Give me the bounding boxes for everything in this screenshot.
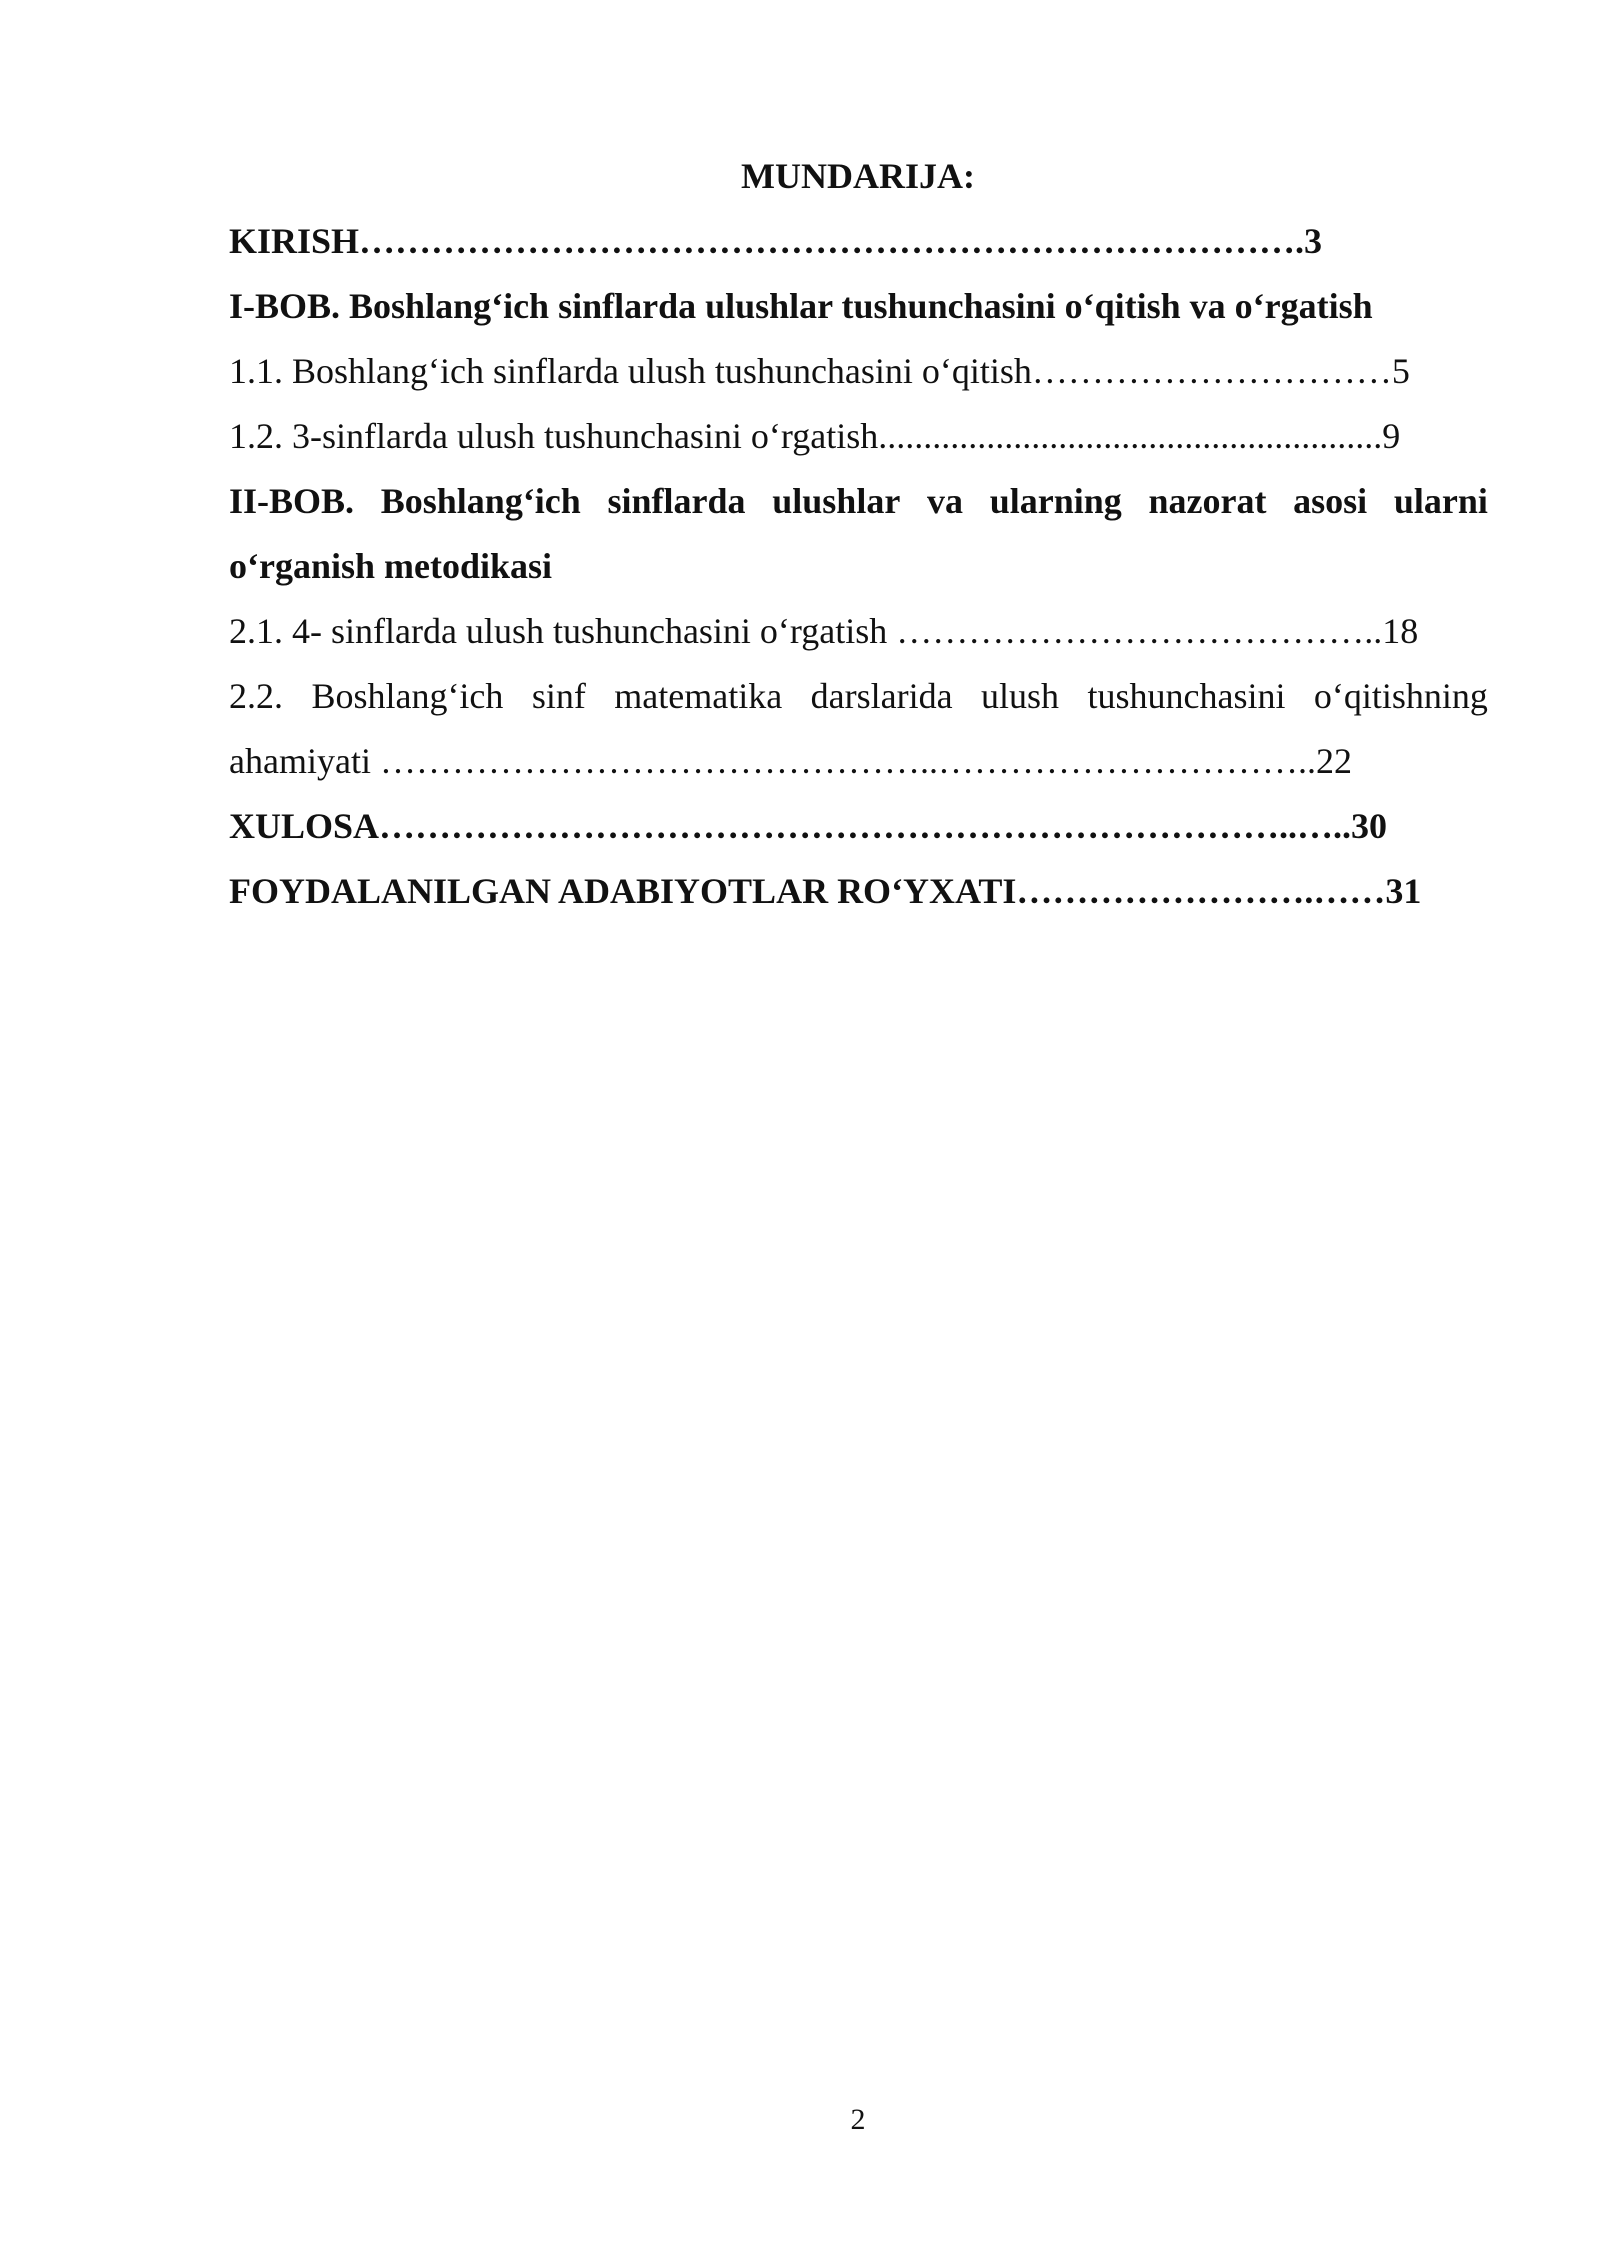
toc-word: Boshlang‘ich (380, 481, 581, 521)
toc-word: tushunchasini (1087, 676, 1286, 716)
toc-entry-section-1-1: 1.1. Boshlang‘ich sinflarda ulush tushunchasini o‘qitish…………………………5 (229, 351, 1410, 391)
toc-word: ulush (981, 676, 1060, 716)
toc-entry-chapter-2-line2: o‘rganish metodikasi (229, 546, 553, 586)
toc-word: II-BOB. (229, 481, 355, 521)
toc-word: ularni (1393, 481, 1488, 521)
toc-word: sinf (531, 676, 586, 716)
toc-entry-section-2-1: 2.1. 4- sinflarda ulush tushunchasini o‘rgatish …………………………………..18 (229, 611, 1419, 651)
toc-word: sinflarda (607, 481, 746, 521)
toc-word: Boshlang‘ich (311, 676, 504, 716)
page-number: 2 (850, 2103, 866, 2136)
toc-entry-xulosa: XULOSA…………………………………………………………………..…..30 (229, 806, 1388, 846)
toc-word: darslarida (810, 676, 953, 716)
toc-word: va (927, 481, 964, 521)
toc-entry-references: FOYDALANILGAN ADABIYOTLAR RO‘YXATI…………………….……31 (229, 871, 1422, 911)
toc-entry-chapter-2-line1 (229, 477, 1488, 525)
toc-word: 2.2. (229, 676, 283, 716)
toc-word: matematika (614, 676, 783, 716)
toc-entry-section-2-2-line1 (229, 672, 1488, 720)
toc-entry-section-2-2-line2: ahamiyati ………………………………………..…………………………..22 (229, 741, 1352, 781)
toc-word: o‘qitishning (1313, 676, 1488, 716)
toc-word: ulushlar (772, 481, 901, 521)
toc-entry-section-1-2: 1.2. 3-sinflarda ulush tushunchasini o‘rgatish........................................................9 (229, 416, 1401, 456)
toc-entry-kirish: KIRISH…………………………………………………………………….3 (229, 221, 1323, 261)
toc-word: nazorat (1148, 481, 1267, 521)
toc-word: ularning (989, 481, 1122, 521)
toc-entry-chapter-1: I-BOB. Boshlang‘ich sinflarda ulushlar tushunchasini o‘qitish va o‘rgatish (229, 286, 1373, 326)
toc-title: MUNDARIJA: (741, 156, 975, 196)
toc-word: asosi (1293, 481, 1368, 521)
